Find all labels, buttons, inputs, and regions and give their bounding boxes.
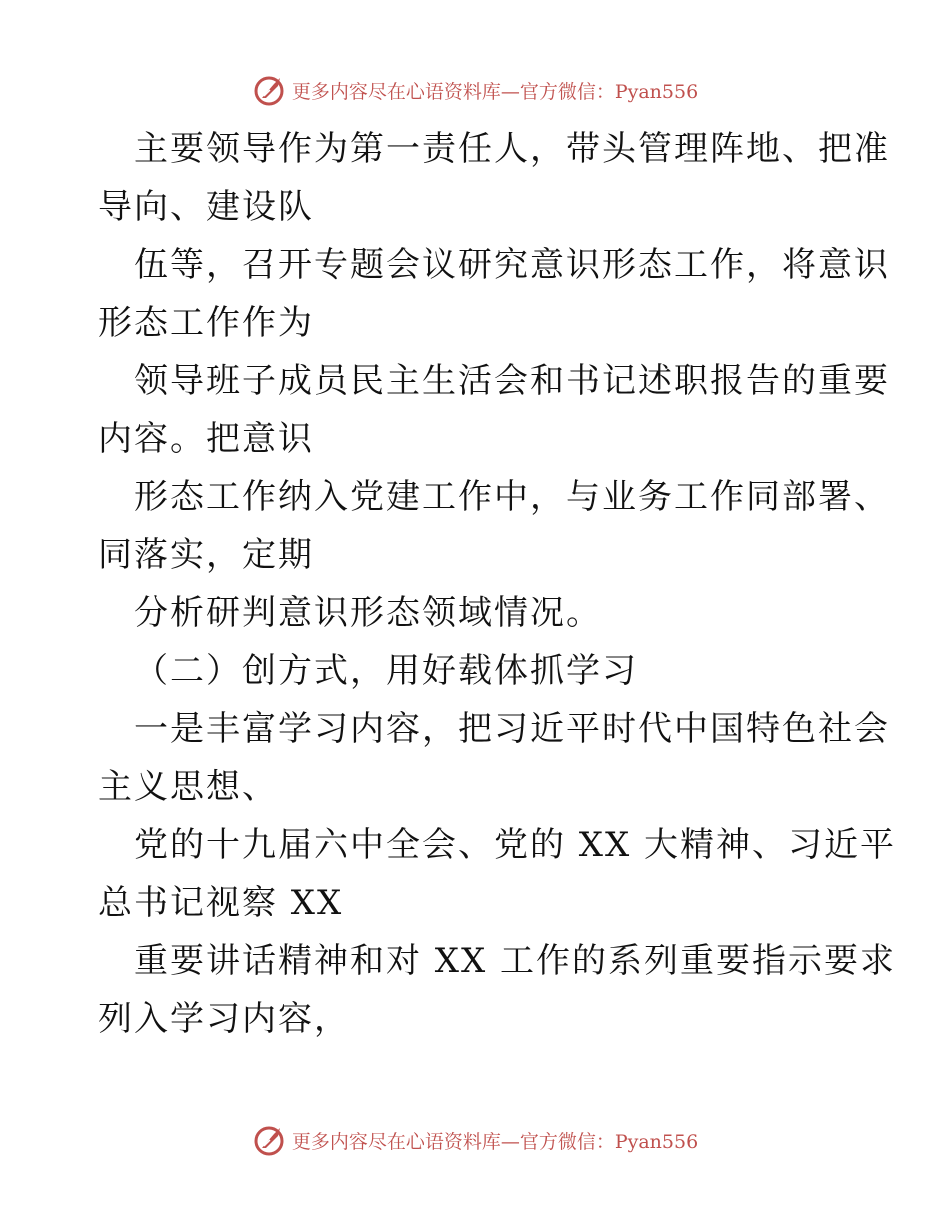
text-line: 同落实，定期 (98, 535, 314, 575)
footer-banner (0, 1120, 950, 1160)
header-banner-text: 更多内容尽在心语资料库—官方微信：Pyan556 (291, 80, 699, 103)
text-line: 一是丰富学习内容，把习近平时代中国特色社会 (134, 709, 890, 749)
text-line: 伍等，召开专题会议研究意识形态工作，将意识 (134, 245, 890, 285)
text-line: 主要领导作为第一责任人，带头管理阵地、把准 (134, 129, 890, 169)
text-line: 导向、建设队 (98, 187, 314, 227)
footer-banner-text: 更多内容尽在心语资料库—官方微信：Pyan556 (291, 1130, 699, 1153)
text-line: 列入学习内容， (98, 999, 350, 1039)
text-line: 领导班子成员民主生活会和书记述职报告的重要 (134, 361, 890, 401)
text-line: 总书记视察 XX (98, 883, 344, 923)
text-line: 形态工作纳入党建工作中，与业务工作同部署、 (134, 477, 890, 517)
text-line: 形态工作作为 (98, 303, 314, 343)
text-line: 分析研判意识形态领域情况。 (134, 593, 602, 633)
body-text (98, 120, 897, 1048)
quill-logo-icon (252, 1122, 288, 1158)
text-line: 重要讲话精神和对 XX 工作的系列重要指示要求 (134, 941, 897, 981)
section-heading: （二）创方式，用好载体抓学习 (134, 651, 638, 691)
quill-logo-icon (252, 72, 288, 108)
text-line: 内容。把意识 (98, 419, 314, 459)
header-banner (0, 70, 950, 110)
text-line: 党的十九届六中全会、党的 XX 大精神、习近平 (134, 825, 897, 865)
text-line: 主义思想、 (98, 767, 278, 807)
